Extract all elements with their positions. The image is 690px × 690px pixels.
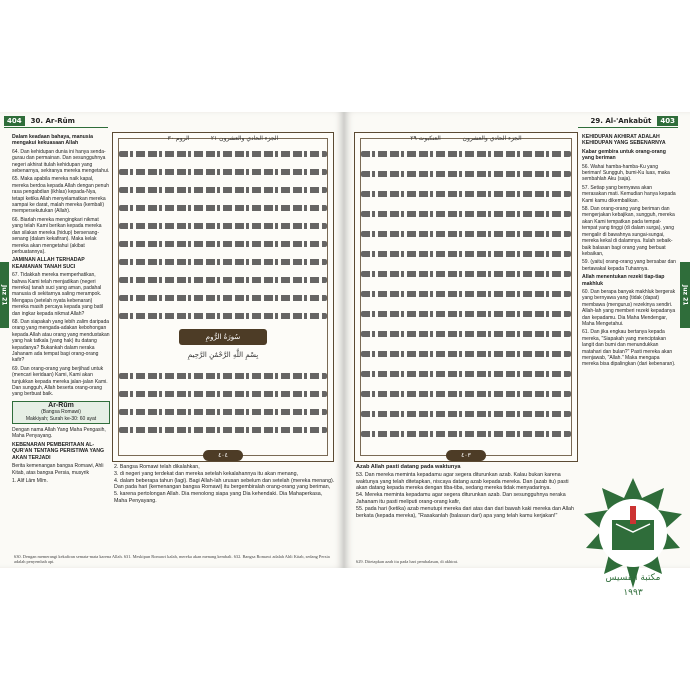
right-translation [356,464,578,519]
side-paragraph: 64. Dan kehidupan dunia ini hanya senda-gurau dan permainan. Dan sesungguhnya negeri akhirat itulah kehidupan yang sebenarnya, sekiranya mereka mengetahui. [12,148,110,175]
side-heading: Allah menentukan rezeki tiap-tiap makhluk [582,274,665,287]
sura-info-box [12,401,110,424]
side-paragraph: 68. Dan siapakah yang lebih zalim daripada orang yang mengada-adakan kebohongan kepada Allah atau orang yang mendustakan yang hak tatkala (yang hak) itu datang kepadanya? Bukankah dalam neraka Jahanam ada tempat bagi orang-orang kafir? [12,318,110,364]
juz-tab: Juz 21 [680,262,690,328]
side-paragraph: 1. Alif Lām Mīm. [12,477,48,484]
left-side-column [12,132,110,486]
side-paragraph: 60. Dan berapa banyak makhluk bergerak yang bernyawa yang (tidak (dapat) membawa (mengurus) rezekinya sendiri. Allah-lah yang memberi rezeki kepadanya dan kepadamu. Dia Maha Mendengar, Maha Mengetahui. [582,288,676,327]
logo-year: ١٩٩٣ [623,588,643,598]
translation-verse: 53. Dan mereka meminta kepadamu agar segera diturunkan azab. Kalau bukan karena waktunya yang telah ditetapkan, niscaya datang azab kepada mereka. Dan (azab itu) pasti akan datang kepada mereka dengan tiba-tiba, sedang mereka tidak menyadarinya. [356,471,569,492]
side-paragraph: 58. Dan orang-orang yang beriman dan mengerjakan kebajikan, sungguh, mereka akan Kami tempatkan pada tempat-tempat yang tinggi (di dalam surga), yang mengalir di bawahnya sungai-sungai, mereka kekal di dalamnya. Itulah sebaik-baik balasan bagi orang yang berbuat kebaikan, [582,206,675,257]
right-page-header [578,114,678,128]
translation-verse: 5. karena pertolongan Allah. Dia menolong siapa yang Dia kehendaki. Dia Mahaperkasa, Maha Penyayang. [114,491,323,504]
side-paragraph: 57. Setiap yang bernyawa akan merasakan mati. Kemudian hanya kepada Kami kamu dikembalikan. [582,184,676,204]
side-heading: KEBENARAN PEMBERITAAN AL-QUR'AN TENTANG PERISTIWA YANG AKAN TERJADI [12,441,105,461]
left-page [0,112,344,568]
sura-title-banner: سُورَةُ الرُّومِ [179,329,267,345]
side-heading: JAMINAN ALLAH TERHADAP KEAMANAN TANAH SUCI [12,257,85,270]
translation-heading: Azab Allah pasti datang pada waktunya [356,464,461,470]
side-paragraph: 69. Dan orang-orang yang berjihad untuk (mencari keridaan) Kami, Kami akan tunjukkan kepada mereka jalan-jalan Kami. Dan sungguh, Allah beserta orang-orang yang berbuat baik. [12,365,108,398]
side-heading: Dalam keadaan bahaya, manusia mengakui kekuasaan Allah [12,134,94,147]
logo-text: مكتبة القسيس [605,573,661,583]
translation-verse: 4. dalam beberapa tahun (lagi). Bagi Allah-lah urusan sebelum dan setelah (mereka menang). Dan pada hari (kemenangan bangsa Romawi) itu bergembiralah orang-orang yang beriman, [114,477,335,491]
footnotes: 630. Dengan memerangi kekafiran semata-mata karena Allah. 631. Meskipun Romawi kalah, mereka akan menang kembali. 632. Bangsa Romawi adalah Ahli Kitab, sedang Persia adalah penyembah api. [14,553,330,564]
side-heading: Kabar gembira untuk orang-orang yang beriman [582,148,666,162]
arabic-text-frame [354,132,578,462]
arabic-header: العنكبوت ٢٩ الجزء الحادي والعشرون [410,134,522,142]
translation-verse: 3. di negeri yang terdekat dan mereka setelah kekalahannya itu akan menang, [114,470,299,477]
side-paragraph: Berita kemenangan bangsa Romawi, Ahli Kitab, atas bangsa Persia, musyrik [12,463,104,476]
side-paragraph: 59. (yaitu) orang-orang yang bersabar dan bertawakal kepada Tuhannya. [582,259,676,272]
arabic-text-frame [112,132,334,462]
side-paragraph: Dengan nama Allah Yang Maha Pengasih, Maha Penyayang. [12,427,106,440]
juz-tab: Juz 21 [0,262,9,328]
basmala: بِسْمِ اللَّهِ الرَّحْمَٰنِ الرَّحِيمِ [187,351,259,359]
left-translation [114,464,336,505]
footnotes: 629. Ditetapkan azab itu pada hari pembalasan, di akhirat. [356,558,459,564]
publisher-logo [576,476,690,600]
sura-subtitle: (Bangsa Romawi) [41,409,81,416]
arabic-page-number: ٤٠٤ [203,450,243,461]
sura-label: 30. Ar-Rūm [30,116,75,125]
left-page-header [4,114,108,128]
arabic-header: الروم ٣٠ الجزء الحادي والعشرون ٢١ [167,134,279,142]
right-side-column [582,132,676,370]
arabic-page-number: ٤٠٣ [446,450,486,461]
side-paragraph: 61. Dan jika engkau bertanya kepada mereka, "Siapakah yang menciptakan langit dan bumi dan menundukkan matahari dan bulan?" Pasti mereka akan menjawab, "Allah." Maka mengapa mereka bisa dipalingkan (dari kebenaran). [582,329,676,368]
side-paragraph: 66. Biarlah mereka mengingkari nikmat yang telah Kami berikan kepada mereka dan silakan mereka (hidup) bersenang-senang (dalam kekafiran). Maka kelak mereka akan mengetahui (akibat perbuatannya). [12,216,102,255]
page-number: 403 [657,116,678,126]
side-heading: KEHIDUPAN AKHIRAT ADALAH KEHIDUPAN YANG SEBENARNYA [582,134,666,147]
sura-label: 29. Al-'Ankabūt [590,116,652,125]
sura-info: Makkiyah; Surah ke-30: 60 ayat [25,415,97,422]
translation-verse: 54. Mereka meminta kepadamu agar segera diturunkan azab. Dan sesungguhnya neraka Jahanam itu pasti meliputi orang-orang kafir, [356,492,566,505]
translation-verse: 2. Bangsa Romawi telah dikalahkan, [114,464,200,470]
side-paragraph: 67. Tidakkah mereka memperhatikan, bahwa Kami telah menjadikan (negeri mereka) tanah suci yang aman, padahal manusia di sekitarnya saling merampok. Mengapa (setelah nyata kebenaran) mereka masih percaya kepada yang batil dan ingkar kepada nikmat Allah? [12,272,104,317]
sura-name: Ar-Rūm [48,401,74,409]
side-paragraph: 56. Wahai hamba-hamba-Ku yang beriman! Sungguh, bumi-Ku luas, maka sembahlah Aku (saja). [582,163,670,183]
translation-verse: 55. pada hari (ketika) azab menutupi mereka dari atas dan dari bawah kaki mereka dan Allah berkata (kepada mereka), "Rasakanlah (balasan dari) apa yang telah kamu kerjakan!" [356,505,574,519]
page-number: 404 [4,116,25,126]
side-paragraph: 65. Maka apabila mereka naik kapal, mereka berdoa kepada Allah dengan penuh rasa pengabdian (ikhlas) kepada-Nya, tetapi ketika Allah menyelamatkan mereka sampai ke darat, malah mereka (kembali) mempersekutukan (Allah). [12,176,110,215]
